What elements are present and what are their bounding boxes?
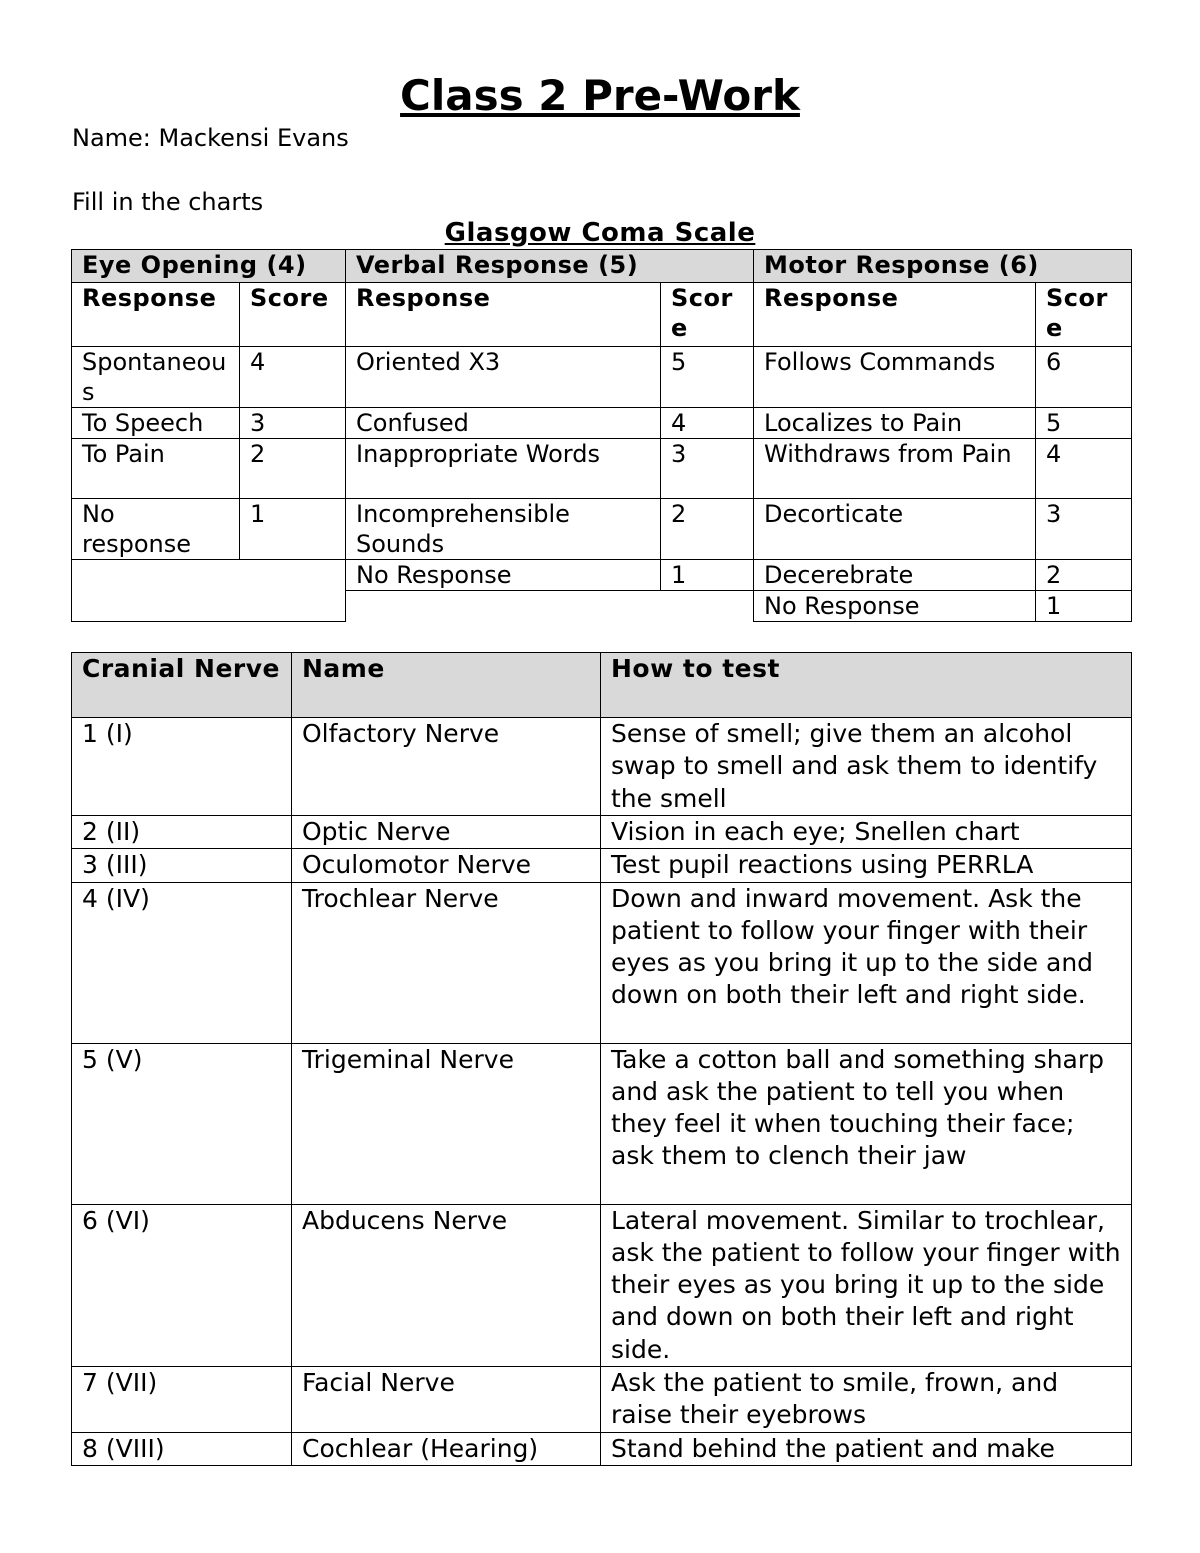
motor-score: 2: [1036, 560, 1132, 591]
verbal-score: 1: [661, 560, 754, 591]
verbal-response: No Response: [346, 560, 661, 591]
motor-response: Follows Commands: [754, 347, 1036, 408]
eye-response: To Pain: [72, 439, 240, 499]
motor-response: Decerebrate: [754, 560, 1036, 591]
eye-score: 1: [240, 499, 346, 560]
verbal-score: 5: [661, 347, 754, 408]
verbal-response: Inappropriate Words: [346, 439, 661, 499]
motor-score: 1: [1036, 591, 1132, 622]
nerve-test: Take a cotton ball and something sharp and ask the patient to tell you when they feel it when touching their face; ask them to clench their jaw: [601, 1043, 1132, 1204]
table-row: [72, 1432, 1132, 1465]
table-row: [72, 499, 1132, 560]
how-to-test-header: How to test: [601, 653, 1132, 718]
nerve-number: 1 (I): [72, 718, 292, 816]
motor-score-header: Score: [1036, 283, 1132, 347]
eye-score: 2: [240, 439, 346, 499]
eye-response: To Speech: [72, 408, 240, 439]
verbal-response: Confused: [346, 408, 661, 439]
nerve-name: Cochlear (Hearing): [292, 1432, 601, 1465]
motor-response: Withdraws from Pain: [754, 439, 1036, 499]
nerve-test: Lateral movement. Similar to trochlear, ask the patient to follow your finger with their eyes as you bring it up to the side and down on both their left and right side.: [601, 1204, 1132, 1366]
nerve-number: 3 (III): [72, 849, 292, 882]
table-row: [72, 816, 1132, 849]
nerve-name: Optic Nerve: [292, 816, 601, 849]
nerve-name: Trochlear Nerve: [292, 882, 601, 1043]
nerve-number: 8 (VIII): [72, 1432, 292, 1465]
table-row: [72, 882, 1132, 1043]
motor-score: 6: [1036, 347, 1132, 408]
motor-response: No Response: [754, 591, 1036, 622]
nerve-number: 2 (II): [72, 816, 292, 849]
eye-opening-header: Eye Opening (4): [72, 250, 346, 283]
nerve-name-header: Name: [292, 653, 601, 718]
table-row: [72, 439, 1132, 499]
motor-response: Localizes to Pain: [754, 408, 1036, 439]
nerve-name: Facial Nerve: [292, 1367, 601, 1433]
student-name: Name: Mackensi Evans: [72, 124, 349, 152]
motor-response: Decorticate: [754, 499, 1036, 560]
verbal-response-col-header: Response: [346, 283, 661, 347]
verbal-score: 2: [661, 499, 754, 560]
verbal-response: Oriented X3: [346, 347, 661, 408]
nerve-test: Test pupil reactions using PERRLA: [601, 849, 1132, 882]
table-row: [72, 560, 1132, 591]
table-row: [72, 718, 1132, 816]
table-row: [72, 1367, 1132, 1433]
motor-response-header: Motor Response (6): [754, 250, 1132, 283]
eye-score: 4: [240, 347, 346, 408]
verbal-score: 3: [661, 439, 754, 499]
eye-response: No response: [72, 499, 240, 560]
table-row: [72, 408, 1132, 439]
verbal-response: Incomprehensible Sounds: [346, 499, 661, 560]
nerve-name: Trigeminal Nerve: [292, 1043, 601, 1204]
motor-score: 4: [1036, 439, 1132, 499]
motor-score: 3: [1036, 499, 1132, 560]
cranial-nerve-header: Cranial Nerve: [72, 653, 292, 718]
nerve-test: Down and inward movement. Ask the patient to follow your finger with their eyes as you bring it up to the side and down on both their left and right side.: [601, 882, 1132, 1043]
empty-cell: [72, 560, 346, 622]
instruction-text: Fill in the charts: [72, 188, 264, 216]
table-row: [72, 1043, 1132, 1204]
empty-cell: [346, 591, 754, 622]
nerve-name: Olfactory Nerve: [292, 718, 601, 816]
nerve-number: 7 (VII): [72, 1367, 292, 1433]
nerve-number: 5 (V): [72, 1043, 292, 1204]
nerve-test: Ask the patient to smile, frown, and raise their eyebrows: [601, 1367, 1132, 1433]
nerve-name: Abducens Nerve: [292, 1204, 601, 1366]
table-row: [72, 1204, 1132, 1366]
nerve-test: Stand behind the patient and make: [601, 1432, 1132, 1465]
verbal-score: 4: [661, 408, 754, 439]
nerve-test: Sense of smell; give them an alcohol swap to smell and ask them to identify the smell: [601, 718, 1132, 816]
glasgow-coma-scale-table: [71, 249, 1132, 622]
cranial-nerve-table: [71, 652, 1132, 1466]
nerve-number: 6 (VI): [72, 1204, 292, 1366]
eye-response-header: Response: [72, 283, 240, 347]
eye-score: 3: [240, 408, 346, 439]
nerve-number: 4 (IV): [72, 882, 292, 1043]
table-row: [72, 849, 1132, 882]
table-row: [72, 347, 1132, 408]
motor-response-col-header: Response: [754, 283, 1036, 347]
nerve-test: Vision in each eye; Snellen chart: [601, 816, 1132, 849]
page-title: Class 2 Pre-Work: [400, 71, 800, 120]
eye-response: Spontaneous: [72, 347, 240, 408]
nerve-name: Oculomotor Nerve: [292, 849, 601, 882]
verbal-response-header: Verbal Response (5): [346, 250, 754, 283]
motor-score: 5: [1036, 408, 1132, 439]
verbal-score-header: Score: [661, 283, 754, 347]
gcs-title: Glasgow Coma Scale: [444, 218, 756, 248]
eye-score-header: Score: [240, 283, 346, 347]
